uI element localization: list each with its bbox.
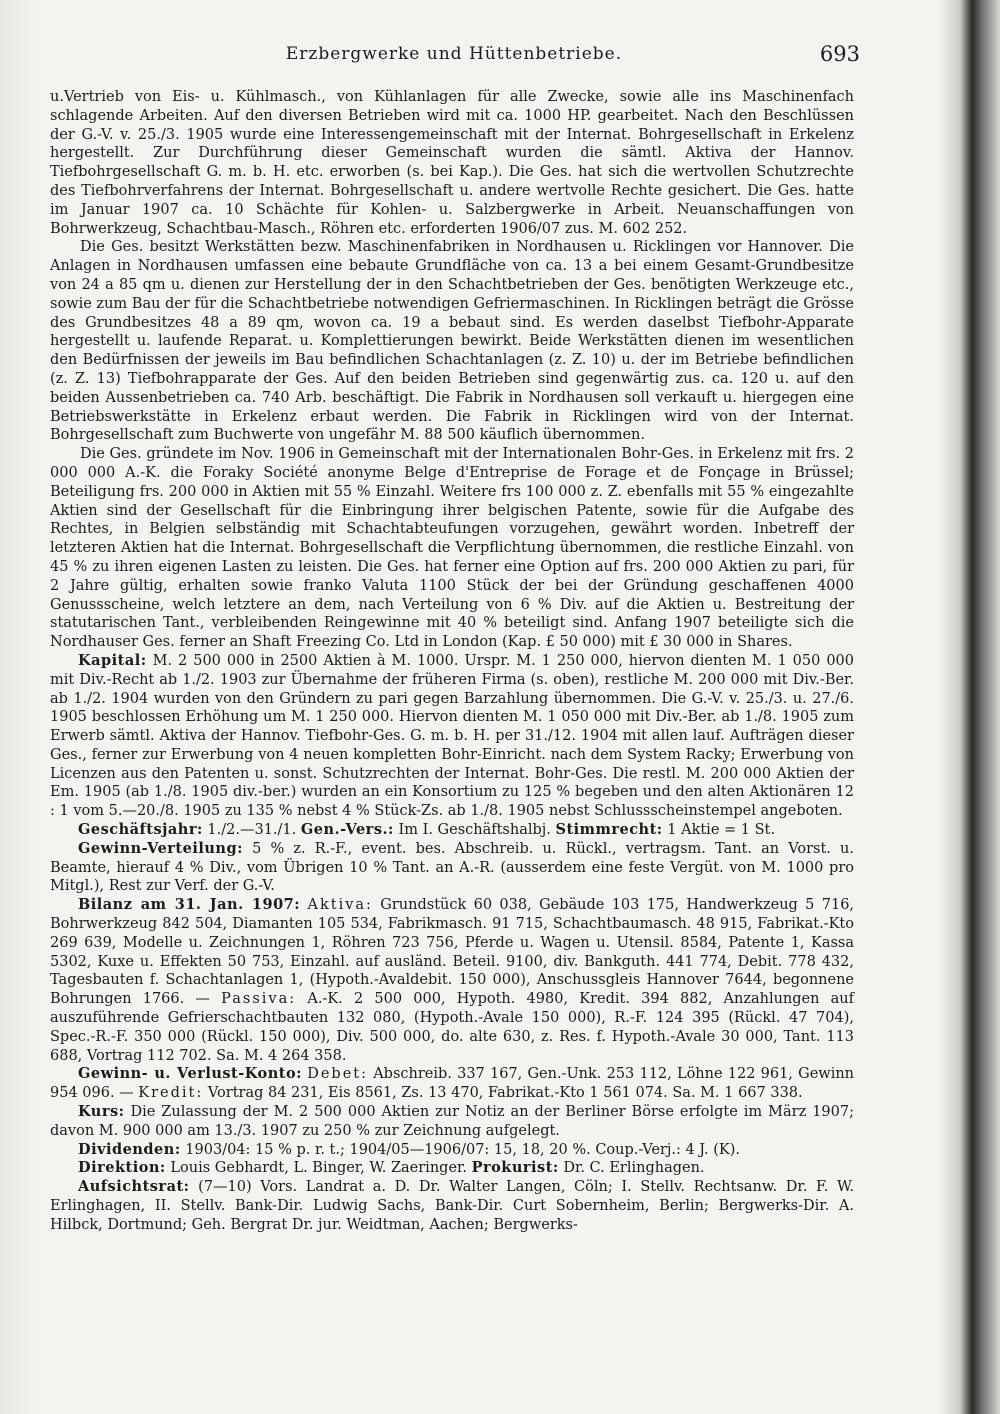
section-kurs — [50, 1103, 854, 1141]
dividenden-text: 1903/04: 15 % p. r. t.; 1904/05—1906/07: 15, 18, 20 %. Coup.-Verj.: 4 J. (K). — [185, 1141, 740, 1158]
gen-vers-text: Im I. Geschäftshalbj. — [398, 822, 551, 839]
section-dividenden — [50, 1141, 854, 1160]
section-geschaeftsjahr — [50, 821, 854, 840]
page-number: 693 — [819, 42, 860, 66]
kurs-text: Die Zulassung der M. 2 500 000 Aktien zur Notiz an der Berliner Börse erfolgte im März 1907; davon M. 900 000 am 13./3. 1907 zu 250 % zur Zeichnung aufgelegt. — [50, 1104, 854, 1139]
paragraph-foraky: Die Ges. gründete im Nov. 1906 in Gemeinschaft mit der Internationalen Bohr-Ges. in Erkelenz mit frs. 2 000 000 A.-K. die Foraky Société anonyme Belge d'Entreprise de Forage et de Fonçage in Brüssel; Beteiligung frs. 200 000 in Aktien mit 55 % Einzahl. Weitere frs 100 000 z. Z. ebenfalls mit 55 % eingezahlte Aktien sind der Gesellschaft für die Einbringung ihrer belgischen Patente, sowie für die Aufgabe des Rechtes, in Belgien selbständig mit Schachtabteufungen vorzugehen, gewährt worden. Inbetreff der letzteren Aktien hat die Internat. Bohrgesellschaft die Verpflichtung übernommen, die restliche Einzahl. von 45 % zu ihren eigenen Lasten zu leisten. Die Ges. hat ferner eine Option auf frs. 200 000 Aktien zu pari, für 2 Jahre gültig, erhalten sowie franko Valuta 1100 Stück der bei der Gründung geschaffenen 4000 Genussscheine, welch letztere an dem, nach Verteilung von 6 % Div. auf die Aktien u. Bestreitung der statutarischen Tant., verbleibenden Reingewinne mit 40 % beteiligt sind. Anfang 1907 beteiligte sich die Nordhauser Ges. ferner an Shaft Freezing Co. Ltd in London (Kap. £ 50 000) mit £ 30 000 in Shares. — [50, 446, 854, 651]
direktion-text: Louis Gebhardt, L. Binger, W. Zaeringer. — [170, 1160, 467, 1177]
stimmrecht-label: Stimmrecht: — [555, 821, 663, 839]
debet-text: Abschreib. 337 167, Gen.-Unk. 253 112, Löhne 122 961, Gewinn 954 096. — — [50, 1066, 855, 1102]
paragraph-business: u.Vertrieb von Eis- u. Kühlmasch., von Kühlanlagen für alle Zwecke, sowie alle ins Maschinenfach schlagende Arbeiten. Auf den diversen Betrieben wird mit ca. 1000 HP. gearbeitet. Nach den Beschlüssen der G.-V. v. 25./3. 1905 wurde eine Interessengemeinschaft mit der Internat. Bohrgesellschaft in Erkelenz hergestellt. Zur Durchführung dieser Gemeinschaft wurden die sämtl. Aktiva der Hannov. Tiefbohrgesellschaft G. m. b. H. etc. erworben (s. bei Kap.). Die Ges. hat sich die wertvollen Schutzrechte des Tiefbohrverfahrens der Internat. Bohrgesellschaft u. andere wertvolle Rechte gesichert. Die Ges. hatte im Januar 1907 ca. 10 Schächte für Kohlen- u. Salzbergwerke in Arbeit. Neuanschaffungen von Bohrwerkzeug, Schachtbau-Masch., Röhren etc. erforderten 1906/07 zus. M. 602 252. — [50, 89, 854, 237]
aufsichtsrat-text: (7—10) Vors. Landrat a. D. Dr. Walter Langen, Cöln; I. Stellv. Rechtsanw. Dr. F. W. Erlinghagen, II. Stellv. Bank-Dir. Ludwig Sachs, Bank-Dir. Curt Sobernheim, Berlin; Bergwerks-Dir. A. Hilbck, Dortmund; Geh. Bergrat Dr. jur. Weidtman, Aachen; Bergwerks- — [50, 1179, 855, 1233]
kredit-label: Kredit: — [138, 1085, 204, 1102]
passiva-label: Passiva: — [221, 991, 297, 1008]
page-header — [44, 40, 864, 80]
geschaeftsjahr-text: 1./2.—31./1. — [207, 822, 297, 839]
running-title: Erzbergwerke und Hüttenbetriebe. — [285, 44, 623, 64]
bilanz-label: Bilanz am 31. Jan. 1907: — [78, 896, 301, 914]
kredit-text: Vortrag 84 231, Eis 8561, Zs. 13 470, Fabrikat.-Kto 1 561 074. Sa. M. 1 667 338. — [207, 1085, 803, 1102]
kapital-text: M. 2 500 000 in 2500 Aktien à M. 1000. Urspr. M. 1 250 000, hiervon dienten M. 1 050 000 mit Div.-Recht ab 1./2. 1903 zur Übernahme der früheren Firma (s. oben), restliche M. 200 000 mit Div.-Ber. ab 1./2. 1904 wurden von den Gründern zu pari gegen Barzahlung übernommen. Die G.-V. v. 25./3. u. 27./6. 1905 beschlossen Erhöhung um M. 1 250 000. Hiervon dienten M. 1 050 000 mit Div.-Ber. ab 1./8. 1905 zum Erwerb sämtl. Aktiva der Hannov. Tiefbohr-Ges. G. m. b. H. per 31./12. 1904 mit allen lauf. Aufträgen dieser Ges., ferner zur Erwerbung von 4 neuen kompletten Bohr-Einricht. nach dem System Racky; Erwerbung von Licenzen aus den Patenten u. sonst. Schutzrechten der Internat. Bohr-Ges. Die restl. M. 200 000 Aktien der Em. 1905 (ab 1./8. 1905 div.-ber.) wurden an ein Konsortium zu 125 % begeben und den alten Aktionären 12 : 1 vom 5.—20./8. 1905 zu 135 % nebst 4 % Stück-Zs. ab 1./8. 1905 nebst Schlussscheinstempel angeboten. — [50, 652, 855, 820]
geschaeftsjahr-label: Geschäftsjahr: — [78, 821, 203, 839]
stimmrecht-text: 1 Aktie = 1 St. — [667, 822, 775, 839]
kurs-label: Kurs: — [78, 1103, 125, 1121]
gewinn-verteilung-text: 5 % z. R.-F., event. bes. Abschreib. u. Rückl., vertragsm. Tant. an Vorst. u. Beamte, hierauf 4 % Div., vom Übrigen 10 % Tant. an A.-R. (ausserdem eine feste Vergüt. von M. 1000 pro Mitgl.), Rest zur Verf. der G.-V. — [50, 840, 854, 895]
section-direktion — [50, 1159, 854, 1178]
direktion-label: Direktion: — [78, 1159, 166, 1177]
page-body — [50, 88, 854, 1235]
gewinn-verteilung-label: Gewinn-Verteilung: — [78, 839, 243, 857]
section-gewinn-verlust — [50, 1065, 854, 1103]
gen-vers-label: Gen.-Vers.: — [300, 821, 394, 839]
aktiva-text: Grundstück 60 038, Gebäude 103 175, Handwerkzeug 5 716, Bohrwerkzeug 842 504, Diamanten 105 534, Fabrikmasch. 91 715, Schachtbaumasch. 48 915, Fabrikat.-Kto 269 639, Modelle u. Zeichnungen 1, Röhren 723 756, Pferde u. Wagen u. Utensil. 8584, Patente 1, Kassa 5302, Kuxe u. Effekten 50 753, Einzahl. auf ausländ. Beteil. 9100, div. Bankguth. 441 774, Debit. 778 432, Tagesbauten f. Schachtanlagen 1, (Hypoth.-Avaldebit. 150 000), Anschussgleis Hannover 7644, begonnene Bohrungen 1766. — — [50, 897, 855, 1008]
left-page-edge — [0, 0, 38, 1414]
gewinn-verlust-label: Gewinn- u. Verlust-Konto: — [78, 1065, 302, 1083]
prokurist-label: Prokurist: — [471, 1159, 559, 1177]
section-bilanz — [50, 896, 854, 1065]
dividenden-label: Dividenden: — [78, 1140, 181, 1158]
paragraph-workshops: Die Ges. besitzt Werkstätten bezw. Maschinenfabriken in Nordhausen u. Ricklingen vor Hannover. Die Anlagen in Nordhausen umfassen eine bebaute Grundfläche von ca. 13 a bei einem Gesamt-Grundbesitze von 24 a 85 qm u. dienen zur Herstellung der in den Schachtbetrieben der Ges. benötigten Werkzeuge etc., sowie zum Bau der für die Schachtbetriebe notwendigen Gefriermaschinen. In Ricklingen beträgt die Grösse des Grundbesitzes 48 a 89 qm, wovon ca. 19 a bebaut sind. Es werden daselbst Tiefbohr-Apparate hergestellt u. laufende Reparat. u. Komplettierungen bewirkt. Beide Werkstätten dienen im wesentlichen den Bedürfnissen der jeweils im Bau befindlichen Schachtanlagen (z. Z. 10) u. der im Betriebe befindlichen (z. Z. 13) Tiefbohrapparate der Ges. Auf den beiden Betrieben sind gegenwärtig zus. ca. 120 u. auf den beiden Aussenbetrieben ca. 740 Arb. beschäftigt. Die Fabrik in Nordhausen soll verkauft u. hiergegen eine Betriebswerkstätte in Erkelenz erbaut werden. Die Fabrik in Ricklingen wird von der Internat. Bohrgesellschaft zum Buchwerte von ungefähr M. 88 500 käuflich übernommen. — [50, 239, 854, 444]
aktiva-label: Aktiva: — [307, 897, 373, 914]
section-aufsichtsrat — [50, 1178, 854, 1234]
debet-label: Debet: — [307, 1066, 368, 1083]
kapital-label: Kapital: — [78, 651, 147, 669]
section-kapital — [50, 652, 854, 821]
prokurist-text: Dr. C. Erlinghagen. — [563, 1160, 705, 1177]
passiva-text: A.-K. 2 500 000, Hypoth. 4980, Kredit. 394 882, Anzahlungen auf auszuführende Gefrierschachtbauten 132 080, (Hypoth.-Avale 150 000), R.-F. 124 395 (Rückl. 47 704), Spec.-R.-F. 350 000 (Rückl. 150 000), Div. 500 000, do. alte 630, z. Res. f. Hypoth.-Avale 30 000, Tant. 113 688, Vortrag 112 702. Sa. M. 4 264 358. — [50, 991, 855, 1064]
section-gewinn-verteilung — [50, 840, 854, 896]
aufsichtsrat-label: Aufsichtsrat: — [78, 1178, 190, 1196]
right-page-edge — [938, 0, 1000, 1414]
